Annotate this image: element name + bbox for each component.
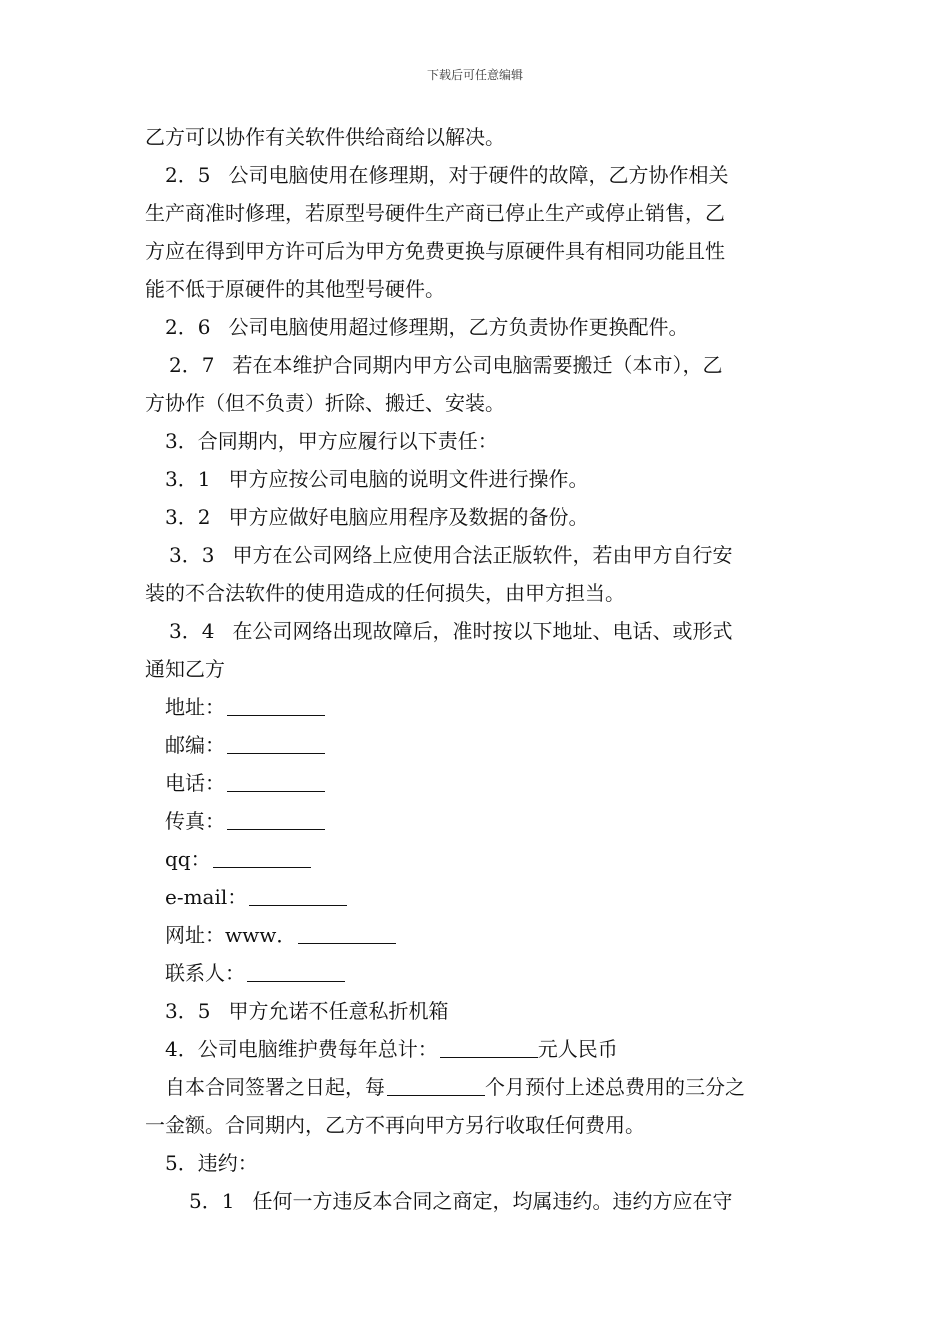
section-4-fee bbox=[145, 1030, 807, 1068]
field-qq bbox=[145, 840, 807, 878]
text-line: 生产商准时修理，若原型号硬件生产商已停止生产或停止销售，乙 bbox=[145, 201, 725, 225]
payment-text-start: 自本合同签署之日起，每 bbox=[165, 1075, 385, 1099]
clause-text: 公司电脑使用超过修理期，乙方负责协作更换配件。 bbox=[228, 315, 689, 339]
clause-number: 3．2 bbox=[165, 505, 211, 529]
blank-line bbox=[247, 959, 345, 982]
clause-number: 3．3 bbox=[169, 543, 215, 567]
clause-3-5 bbox=[145, 992, 807, 1030]
clause-text: 公司电脑使用在修理期，对于硬件的故障，乙方协作相关 bbox=[228, 163, 729, 187]
clause-text: 在公司网络出现故障后，准时按以下地址、电话、或形式 bbox=[232, 619, 733, 643]
text-line: 乙方可以协作有关软件供给商给以解决。 bbox=[145, 125, 505, 149]
field-label: 网址：www． bbox=[165, 923, 297, 947]
field-label: e-mail： bbox=[165, 885, 248, 909]
blank-line bbox=[249, 883, 347, 906]
blank-line bbox=[387, 1073, 485, 1096]
field-fax bbox=[145, 802, 807, 840]
blank-line bbox=[227, 807, 325, 830]
field-label: 邮编： bbox=[165, 733, 225, 757]
clause-text: 甲方在公司网络上应使用合法正版软件，若由甲方自行安 bbox=[232, 543, 733, 567]
field-label: 传真： bbox=[165, 809, 225, 833]
text-line: 方协作（但不负责）折除、搬迁、安装。 bbox=[145, 391, 505, 415]
clause-number: 2．5 bbox=[165, 163, 211, 187]
text-line: 方应在得到甲方许可后为甲方免费更换与原硬件具有相同功能且性 bbox=[145, 239, 725, 263]
clause-text: 甲方应做好电脑应用程序及数据的备份。 bbox=[228, 505, 589, 529]
blank-line bbox=[298, 921, 396, 944]
clause-text: 若在本维护合同期内甲方公司电脑需要搬迁（本市），乙 bbox=[232, 353, 723, 377]
blank-line bbox=[227, 731, 325, 754]
section-3-heading: 3．合同期内，甲方应履行以下责任： bbox=[165, 429, 498, 453]
page-header: 下载后可任意编辑 bbox=[426, 68, 523, 82]
document-body bbox=[145, 118, 807, 1220]
field-contact bbox=[145, 954, 807, 992]
field-address bbox=[145, 688, 807, 726]
blank-line bbox=[227, 769, 325, 792]
clause-number: 2．6 bbox=[165, 315, 211, 339]
blank-line bbox=[440, 1035, 538, 1058]
text-line: 装的不合法软件的使用造成的任何损失，由甲方担当。 bbox=[145, 581, 625, 605]
clause-3-2 bbox=[145, 498, 807, 536]
clause-number: 3．5 bbox=[165, 999, 211, 1023]
field-label: 联系人： bbox=[165, 961, 245, 985]
payment-text-end: 个月预付上述总费用的三分之 bbox=[485, 1075, 745, 1099]
clause-number: 5．1 bbox=[189, 1189, 235, 1213]
field-website bbox=[145, 916, 807, 954]
text-line: 能不低于原硬件的其他型号硬件。 bbox=[145, 277, 445, 301]
clause-3-4 bbox=[145, 612, 807, 650]
section-5-heading: 5．违约： bbox=[165, 1151, 258, 1175]
fee-unit: 元人民币 bbox=[537, 1037, 618, 1061]
clause-text: 任何一方违反本合同之商定，均属违约。违约方应在守 bbox=[252, 1189, 733, 1213]
clause-3-1 bbox=[145, 460, 807, 498]
text-line: 一金额。合同期内，乙方不再向甲方另行收取任何费用。 bbox=[145, 1113, 645, 1137]
clause-3-3 bbox=[145, 536, 807, 574]
blank-line bbox=[227, 693, 325, 716]
fee-label: 4．公司电脑维护费每年总计： bbox=[165, 1037, 438, 1061]
clause-text: 甲方允诺不任意私折机箱 bbox=[228, 999, 449, 1023]
field-label: 地址： bbox=[165, 695, 225, 719]
clause-number: 3．4 bbox=[169, 619, 215, 643]
field-phone bbox=[145, 764, 807, 802]
field-label: qq： bbox=[165, 847, 211, 871]
clause-text: 甲方应按公司电脑的说明文件进行操作。 bbox=[228, 467, 589, 491]
field-email bbox=[145, 878, 807, 916]
field-postcode bbox=[145, 726, 807, 764]
blank-line bbox=[213, 845, 311, 868]
clause-2-6 bbox=[145, 308, 807, 346]
clause-2-5 bbox=[145, 156, 807, 194]
clause-number: 2．7 bbox=[169, 353, 215, 377]
payment-terms bbox=[145, 1068, 807, 1106]
clause-2-7 bbox=[145, 346, 807, 384]
clause-number: 3．1 bbox=[165, 467, 211, 491]
text-line: 通知乙方 bbox=[145, 657, 225, 681]
field-label: 电话： bbox=[165, 771, 225, 795]
clause-5-1 bbox=[145, 1182, 807, 1220]
